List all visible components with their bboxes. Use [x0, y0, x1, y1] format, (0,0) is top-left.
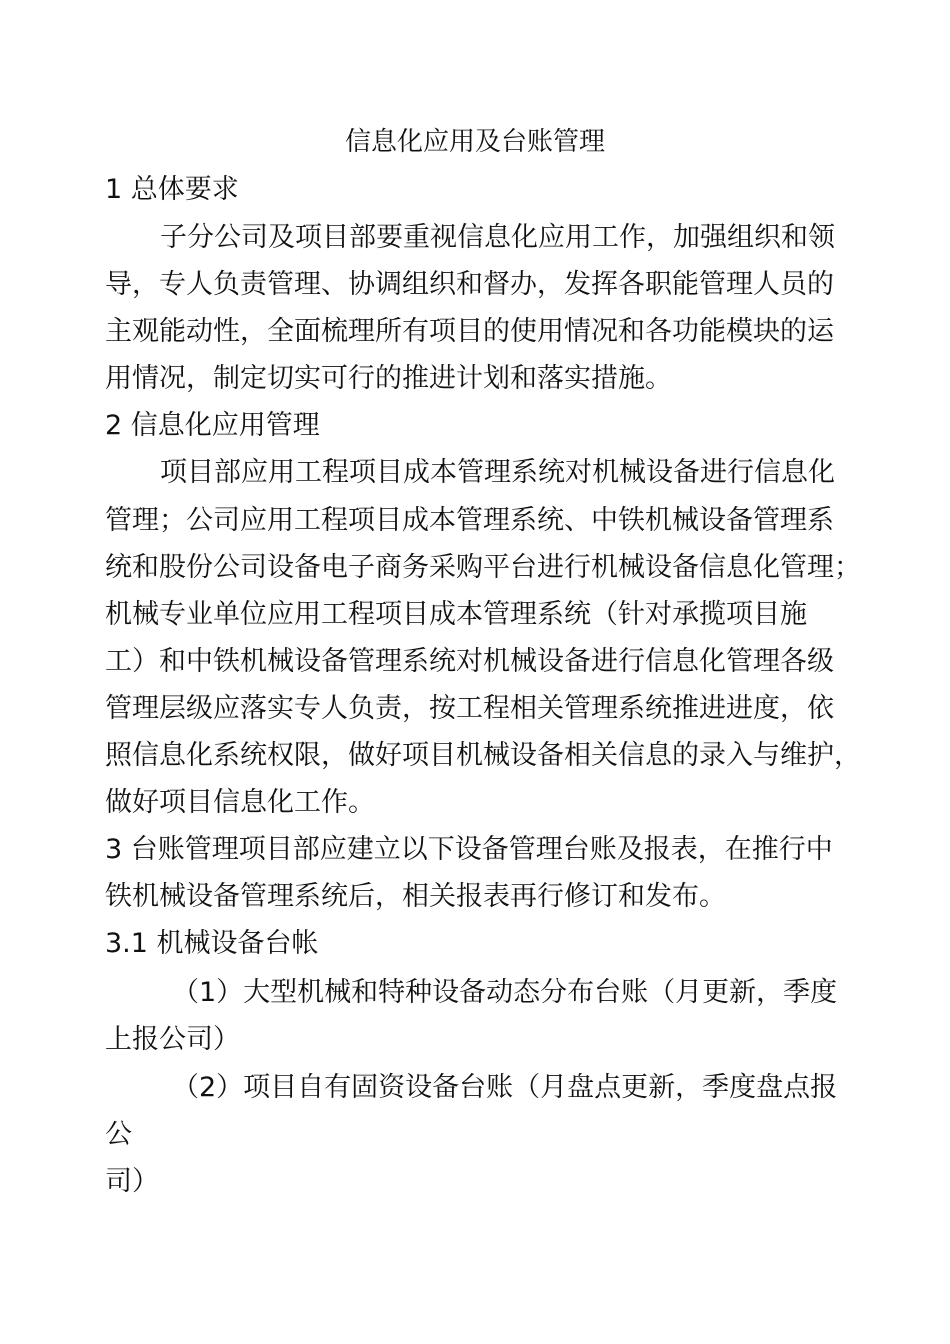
list-item-1-continuation: 上报公司）: [105, 1024, 240, 1055]
list-item-2-continuation: 司）: [105, 1166, 159, 1197]
subsection-heading-3-1: 3.1 机械设备台帐: [105, 928, 319, 959]
paragraph-line: 管理；公司应用工程项目成本管理系统、中铁机械设备管理系: [105, 505, 834, 536]
list-item-2: （2）项目自有固资设备台账（月盘点更新，季度盘点报: [172, 1072, 838, 1103]
list-item-1: （1）大型机械和特种设备动态分布台账（月更新，季度: [172, 977, 838, 1008]
paragraph-line: 用情况，制定切实可行的推进计划和落实措施。: [105, 363, 672, 394]
paragraph-line: 工）和中铁机械设备管理系统对机械设备进行信息化管理各级: [105, 646, 834, 677]
paragraph-line: 主观能动性，全面梳理所有项目的使用情况和各功能模块的运: [105, 316, 834, 347]
paragraph-line: 照信息化系统权限，做好项目机械设备相关信息的录入与维护，: [105, 740, 861, 771]
section-heading-3: 3 台账管理项目部应建立以下设备管理台账及报表，在推行中: [105, 834, 833, 865]
paragraph-line: 子分公司及项目部要重视信息化应用工作，加强组织和领: [160, 222, 835, 253]
paragraph-line: 项目部应用工程项目成本管理系统对机械设备进行信息化: [160, 457, 835, 488]
paragraph-line: 做好项目信息化工作。: [105, 787, 375, 818]
paragraph-line: 统和股份公司设备电子商务采购平台进行机械设备信息化管理；: [105, 552, 861, 583]
list-item-2-continuation: 公: [105, 1119, 132, 1150]
section-heading-1: 1 总体要求: [105, 174, 239, 205]
paragraph-line: 铁机械设备管理系统后，相关报表再行修订和发布。: [105, 881, 726, 912]
paragraph-line: 机械专业单位应用工程项目成本管理系统（针对承揽项目施: [105, 599, 807, 630]
paragraph-line: 导，专人负责管理、协调组织和督办，发挥各职能管理人员的: [105, 269, 834, 300]
document-title: 信息化应用及台账管理: [344, 127, 605, 157]
section-heading-2: 2 信息化应用管理: [105, 410, 320, 441]
paragraph-line: 管理层级应落实专人负责，按工程相关管理系统推进进度，依: [105, 693, 834, 724]
